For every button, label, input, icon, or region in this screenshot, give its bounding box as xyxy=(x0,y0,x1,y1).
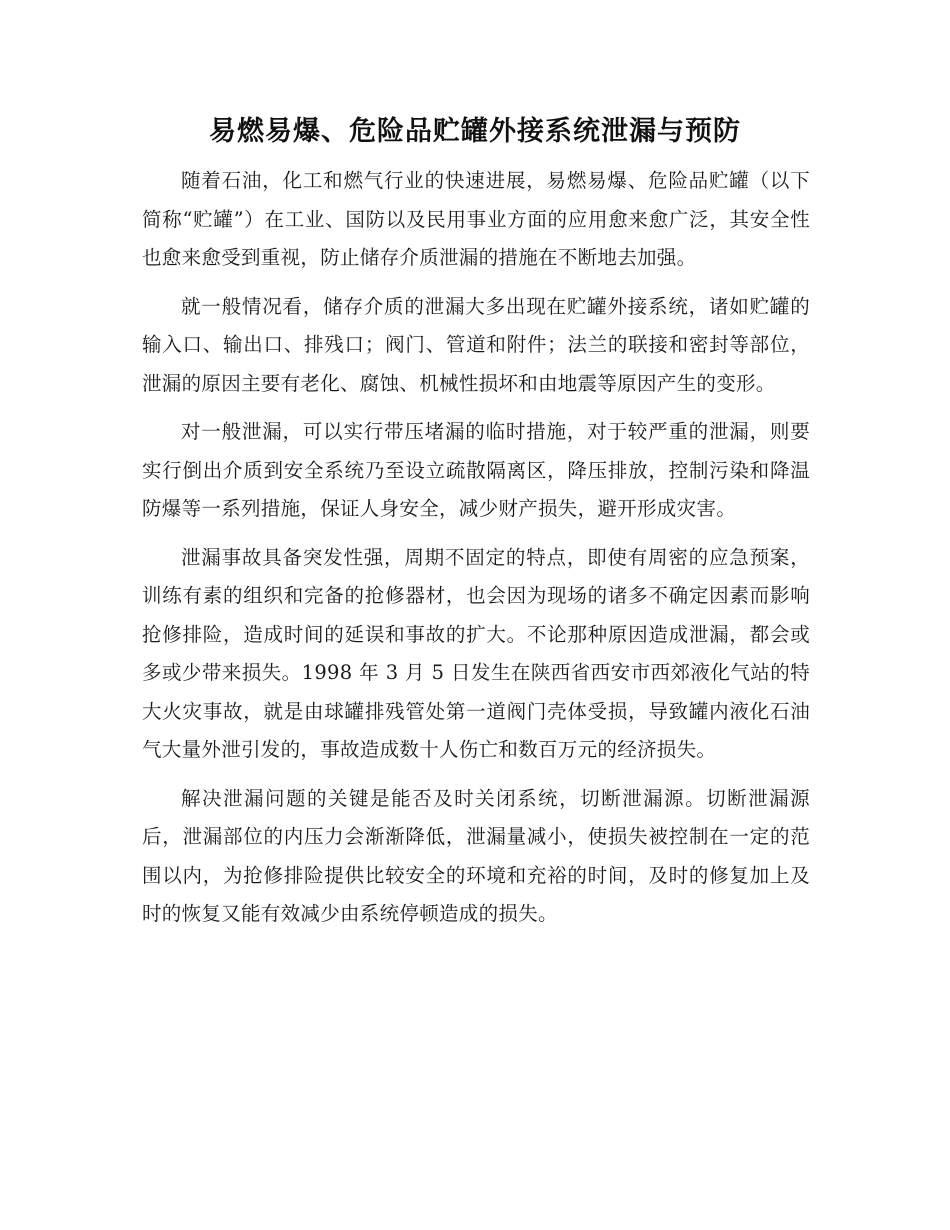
paragraph-5: 解决泄漏问题的关键是能否及时关闭系统，切断泄漏源。切断泄漏源后，泄漏部位的内压力会渐渐降低，泄漏量减小，使损失被控制在一定的范围以内，为抢修排险提供比较安全的环境和充裕的时间，及时的修复加上及时的恢复又能有效减少由系统停顿造成的损失。 xyxy=(142,786,810,925)
document-body xyxy=(142,162,810,934)
paragraph-2: 就一般情况看，储存介质的泄漏大多出现在贮罐外接系统，诸如贮罐的输入口、输出口、排残口；阀门、管道和附件；法兰的联接和密封等部位，泄漏的原因主要有老化、腐蚀、机械性损坏和由地震等原因产生的变形。 xyxy=(142,294,810,395)
paragraph-4: 泄漏事故具备突发性强，周期不固定的特点，即使有周密的应急预案，训练有素的组织和完备的抢修器材，也会因为现场的诸多不确定因素而影响抢修排险，造成时间的延误和事故的扩大。不论那种原因造成泄漏，都会或多或少带来损失。1998 年 3 月 5 日发生在陕西省西安市西郊液化气站的特大火灾事故，就是由球罐排残管处第一道阀门壳体受损，导致罐内液化石油气大量外泄引发的，事故造成数十人伤亡和数百万元的经济损失。 xyxy=(142,545,810,761)
paragraph-3: 对一般泄漏，可以实行带压堵漏的临时措施，对于较严重的泄漏，则要实行倒出介质到安全系统乃至设立疏散隔离区，降压排放，控制污染和降温防爆等一系列措施，保证人身安全，减少财产损失，避开形成灾害。 xyxy=(142,420,810,520)
paragraph-1: 随着石油，化工和燃气行业的快速进展，易燃易爆、危险品贮罐（以下简称“贮罐”）在工业、国防以及民用事业方面的应用愈来愈广泛，其安全性也愈来愈受到重视，防止储存介质泄漏的措施在不断地去加强。 xyxy=(142,169,810,269)
document-title: 易燃易爆、危险品贮罐外接系统泄漏与预防 xyxy=(209,116,741,147)
